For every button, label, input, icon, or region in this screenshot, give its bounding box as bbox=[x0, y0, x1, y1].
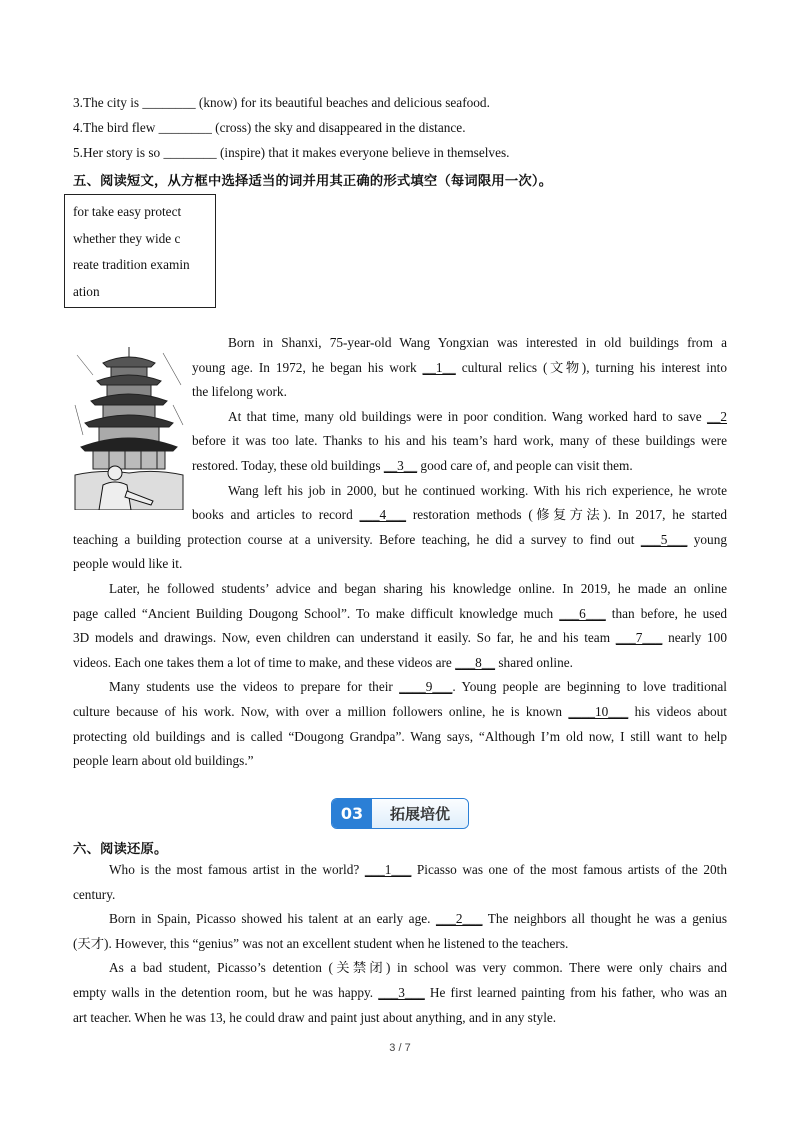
blank-6[interactable]: ___6___ bbox=[559, 605, 606, 621]
passage-line bbox=[73, 932, 727, 957]
passage-text: before it was too late. Thanks to his and his team’s hard work, many of these buildings were bbox=[192, 433, 727, 449]
passage-text: videos. Each one takes them a lot of time to make, and these videos are bbox=[73, 654, 456, 670]
passage-line bbox=[73, 700, 727, 725]
passage-text: At that time, many old buildings were in poor condition. Wang worked hard to save bbox=[228, 408, 708, 424]
page-number: 3 / 7 bbox=[389, 1042, 411, 1054]
passage-line bbox=[73, 907, 727, 932]
passage-line bbox=[73, 503, 727, 528]
passage-text: restoration methods (修复方法). In 2017, he started bbox=[406, 507, 728, 523]
passage-text: culture because of his work. Now, with over a million followers online, he is known bbox=[73, 703, 569, 719]
passage-text: Born in Spain, Picasso showed his talent at an early age. bbox=[109, 911, 436, 927]
passage-line bbox=[73, 725, 727, 750]
passage-text: century. bbox=[73, 886, 116, 902]
passage-text: page called “Ancient Building Dougong School”. To make difficult knowledge much bbox=[73, 605, 560, 621]
passage-line bbox=[73, 626, 727, 651]
passage-text: . Young people are beginning to love traditional bbox=[452, 679, 727, 695]
section-5-heading: 五、阅读短文，从方框中选择适当的词并用其正确的形式填空（每词限用一次）。 bbox=[73, 174, 553, 189]
passage-text: Later, he followed students’ advice and began sharing his knowledge online. In 2019, he made an online bbox=[109, 580, 727, 596]
blank-1[interactable]: __1__ bbox=[422, 359, 456, 375]
blank-9[interactable]: ____9___ bbox=[399, 679, 453, 695]
passage-line bbox=[73, 429, 727, 454]
passage-text: restored. Today, these old buildings bbox=[192, 457, 384, 473]
question-5: 5.Her story is so ________ (inspire) that it makes everyone believe in themselves. bbox=[73, 145, 510, 160]
blank-8[interactable]: ___8__ bbox=[455, 654, 496, 670]
passage-line bbox=[73, 858, 727, 883]
blank-3[interactable]: ___3___ bbox=[378, 984, 425, 1000]
passage-line bbox=[73, 883, 727, 908]
passage-text: Wang left his job in 2000, but he continued working. With his rich experience, he wrote bbox=[228, 482, 727, 498]
passage-text: people would like it. bbox=[73, 556, 183, 572]
section-6-passage bbox=[73, 858, 727, 1030]
passage-line bbox=[73, 405, 727, 430]
badge-number: 03 bbox=[332, 799, 372, 828]
question-3: 3.The city is ________ (know) for its beautiful beaches and delicious seafood. bbox=[73, 95, 490, 110]
passage-text: books and articles to record bbox=[192, 507, 360, 523]
passage-text: He first learned painting from his father, who was an bbox=[424, 984, 728, 1000]
word-box-line: reate tradition examin bbox=[73, 257, 190, 272]
blank-10[interactable]: ____10___ bbox=[568, 703, 629, 719]
passage-text: young bbox=[687, 531, 727, 547]
passage-text: Who is the most famous artist in the world? bbox=[109, 862, 365, 877]
passage-text: empty walls in the detention room, but he was happy. bbox=[73, 984, 379, 1000]
passage-text: teaching a building protection course at a university. Before teaching, he did a survey to find out bbox=[73, 531, 641, 547]
passage-line bbox=[73, 479, 727, 504]
passage-line bbox=[73, 956, 727, 981]
blank-3[interactable]: __3__ bbox=[383, 457, 418, 473]
passage-line bbox=[73, 602, 727, 627]
word-box bbox=[64, 194, 216, 308]
section-6-heading: 六、阅读还原。 bbox=[73, 842, 168, 857]
passage-text: his videos about bbox=[628, 703, 727, 719]
blank-5[interactable]: ___5___ bbox=[640, 531, 688, 547]
passage-text: The neighbors all thought he was a genius bbox=[482, 911, 727, 927]
passage-text: than before, he used bbox=[605, 605, 727, 621]
passage-text: the lifelong work. bbox=[192, 384, 287, 400]
badge-label: 拓展培优 bbox=[372, 799, 468, 828]
word-box-line: for take easy protect bbox=[73, 204, 182, 219]
word-box-line: ation bbox=[73, 283, 100, 299]
passage-line bbox=[73, 651, 727, 676]
passage-text: Born in Shanxi, 75-year-old Wang Yongxian was interested in old buildings from a bbox=[228, 335, 727, 350]
passage-text: As a bad student, Picasso’s detention (关禁闭) in school was very common. There were only chairs and bbox=[109, 960, 727, 976]
passage-text: (天才). However, this “genius” was not an excellent student when he listened to the teachers. bbox=[73, 935, 569, 951]
passage-text: good care of, and people can visit them. bbox=[417, 457, 633, 473]
passage-text: Picasso was one of the most famous artists of the 20th bbox=[411, 862, 728, 877]
passage-line bbox=[73, 981, 727, 1006]
passage-line bbox=[73, 454, 727, 479]
blank-1[interactable]: ___1___ bbox=[364, 862, 412, 877]
blank-7[interactable]: ___7___ bbox=[615, 630, 663, 646]
passage-text: cultural relics (文物), turning his interest into bbox=[455, 359, 727, 375]
passage-line bbox=[73, 380, 727, 405]
section-badge bbox=[331, 798, 469, 829]
passage-line bbox=[73, 1006, 727, 1031]
passage-text: shared online. bbox=[495, 654, 573, 670]
passage-line bbox=[73, 577, 727, 602]
passage-line bbox=[73, 675, 727, 700]
passage-line bbox=[73, 528, 727, 553]
blank-2[interactable]: ___2___ bbox=[435, 911, 483, 927]
blank-4[interactable]: ___4___ bbox=[359, 507, 407, 523]
passage-line bbox=[73, 552, 727, 577]
word-box-line: whether they wide c bbox=[73, 230, 181, 246]
passage-text: people learn about old buildings.” bbox=[73, 753, 254, 769]
passage-text: young age. In 1972, he began his work bbox=[192, 359, 423, 375]
passage-line bbox=[73, 749, 727, 774]
passage-text: Many students use the videos to prepare for their bbox=[109, 679, 400, 695]
passage-text: nearly 100 bbox=[662, 630, 727, 646]
passage-text: protecting old buildings and is called “Dougong Grandpa”. Wang says, “Although I’m old now, I still want to help bbox=[73, 728, 727, 744]
passage-text: art teacher. When he was 13, he could draw and paint just about anything, and in any style. bbox=[73, 1009, 557, 1025]
passage-line bbox=[73, 356, 727, 381]
blank-2[interactable]: __2 bbox=[707, 408, 727, 424]
section-5-passage bbox=[73, 331, 727, 774]
passage-text: 3D models and drawings. Now, even children can understand it easily. So far, he and his team bbox=[73, 630, 616, 646]
question-4: 4.The bird flew ________ (cross) the sky and disappeared in the distance. bbox=[73, 120, 466, 135]
passage-line bbox=[73, 331, 727, 356]
